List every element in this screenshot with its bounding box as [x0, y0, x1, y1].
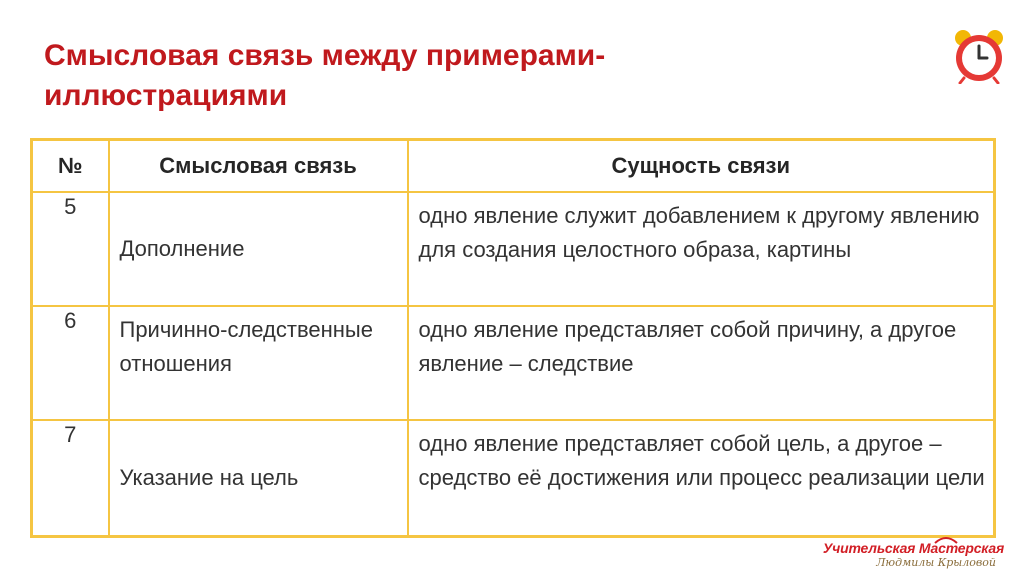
brand-name: Учительская Мастерская [822, 540, 1004, 556]
row-relation: Причинно-следственные отношения [109, 306, 408, 420]
row-number: 7 [32, 420, 109, 537]
relations-table [30, 138, 996, 538]
row-relation: Дополнение [109, 192, 408, 306]
row-description: одно явление служит добавлением к другому явлению для создания целостного образа, картины [408, 192, 995, 306]
header-essence: Сущность связи [408, 140, 995, 193]
table-row [32, 306, 995, 420]
row-number: 6 [32, 306, 109, 420]
row-description: одно явление представляет собой причину, а другое явление – следствие [408, 306, 995, 420]
header-relation: Смысловая связь [109, 140, 408, 193]
table-row [32, 420, 995, 537]
table-header-row [32, 140, 995, 193]
slide-title: Смысловая связь между примерами-иллюстрациями [44, 39, 606, 112]
brand-logo [822, 536, 1018, 570]
alarm-clock-icon [950, 26, 1008, 84]
row-number: 5 [32, 192, 109, 306]
table-row [32, 192, 995, 306]
row-description: одно явление представляет собой цель, а другое – средство её достижения или процесс реализации цели [408, 420, 995, 537]
row-relation: Указание на цель [109, 420, 408, 537]
brand-subtitle: Людмилы Крыловой [876, 556, 996, 569]
header-number: № [32, 140, 109, 193]
